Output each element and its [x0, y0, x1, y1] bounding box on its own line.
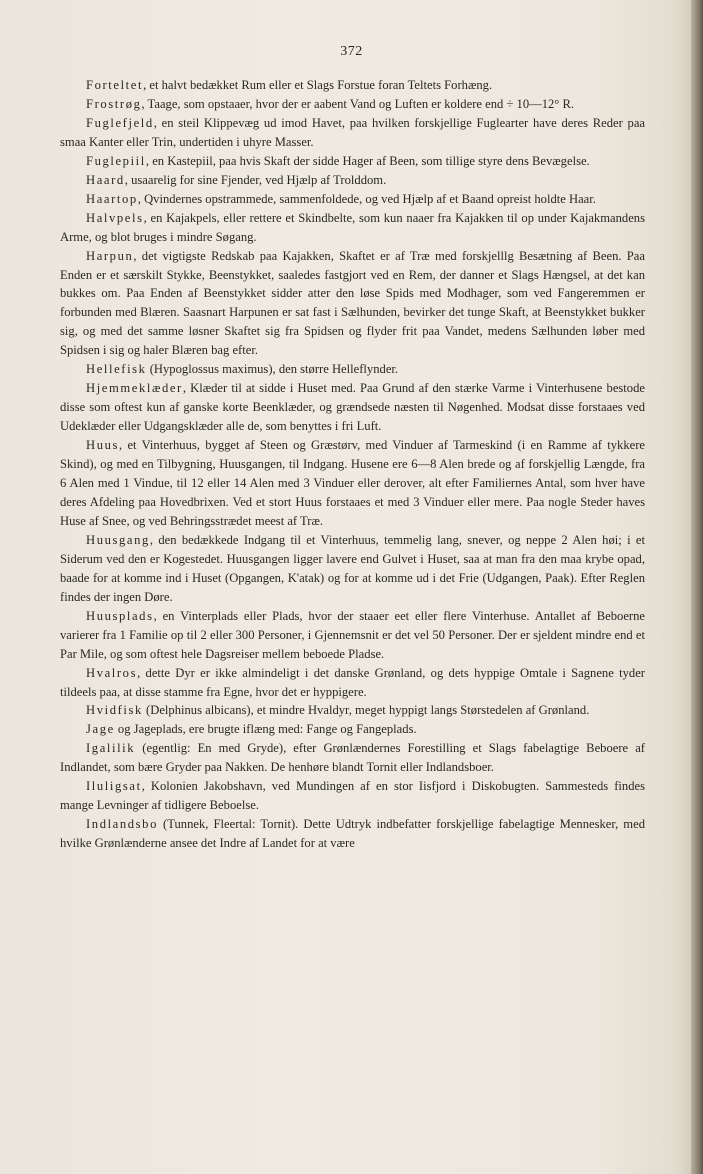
definition: , Taage, som opstaaer, hvor der er aabent Vand og Luften er koldere end ÷ 10—12° R.: [141, 96, 575, 111]
definition: , et halvt bedækket Rum eller et Slags Forstue foran Teltets Forhæng.: [143, 78, 493, 92]
glossary-entry: [60, 379, 645, 436]
definition: , Qvindernes opstrammede, sammenfoldede, og ved Hjælp af et Baand opreist holdte Haar.: [137, 191, 596, 206]
definition: , det vigtigste Redskab paa Kajakken, Skaftet er af Træ med forskjelllg Besætning af Been. Paa Enden er et særskilt Stykke, Beenstykket, saaledes fastgjort ved en Rem, der danner et Slags Hængsel, at det kan bukkes om. Paa Enden af Beenstykket sidder atter den løse Spids med Modhager, som ved Fangeremmen er forbunden med Blæren. Saasnart Harpunen er sat fast i Sælhunden, bevirker det tunge Skaft, at Beenstykket bukker sig, og med det samme løsner Skaftet sig fra Spidsen og flyder frit paa Vandet, medens Sælhunden løber med Spidsen i sig og haler Blæren bag efter.: [60, 248, 645, 358]
definition: , dette Dyr er ikke almindeligt i det danske Grønland, og dets hyppige Omtale i Sagnene tyder tildeels paa, at disse stamme fra Egne, hvor det er hyppigere.: [60, 665, 645, 699]
headword: Iluligsat: [86, 779, 142, 794]
definition: , en Vinterplads eller Plads, hvor der staaer eet eller flere Vinterhuse. Antallet af Beboerne varierer fra 1 Familie op til 2 eller 300 Personer, i Gjennemsnit er det vel 50 Personer. Der er sjeldent mindre end et Par Mile, og som oftest hele Dagsreiser mellem beboede Pladse.: [60, 608, 645, 661]
glossary-entry: [60, 701, 645, 720]
glossary-entry: [60, 171, 645, 190]
definition: , Kolonien Jakobshavn, ved Mundingen af en stor Iisfjord i Diskobugten. Sammesteds findes mange Levninger af tidligere Beboelse.: [60, 779, 645, 813]
headword: Huus: [86, 438, 119, 453]
glossary-entry: [60, 607, 645, 664]
headword: Forteltet: [86, 78, 144, 92]
headword: Indlandsbo: [86, 817, 158, 832]
glossary-entry: [60, 209, 645, 247]
headword: Jage: [86, 722, 115, 737]
definition: (Hypoglossus maximus), den større Helleflynder.: [146, 362, 399, 377]
headword: Harpun: [86, 248, 134, 263]
glossary-entry: [60, 152, 645, 171]
definition: , usaarelig for sine Fjender, ved Hjælp af Trolddom.: [124, 172, 387, 187]
glossary-entry: [60, 247, 645, 361]
definition: (Delphinus albicans), et mindre Hvaldyr, meget hyppigt langs Størstedelen af Grønland.: [142, 703, 590, 718]
headword: Igalilik: [86, 741, 136, 756]
headword: Huusplads: [86, 608, 154, 623]
glossary-entry: [60, 664, 645, 702]
glossary-entry: [60, 190, 645, 209]
glossary-entry: [60, 531, 645, 607]
definition: og Jageplads, ere brugte iflæng med: Fange og Fangeplads.: [114, 722, 417, 737]
glossary-entry: [60, 720, 645, 739]
definition: , en steil Klippevæg ud imod Havet, paa hvilken forskjellige Fuglearter have deres Reder paa smaa Kanter eller Trin, undertiden i uhyre Masser.: [60, 115, 645, 149]
glossary-entry: [60, 815, 645, 853]
headword: Fuglepiil: [86, 153, 146, 168]
glossary-entry: [60, 360, 645, 379]
glossary-entry: [60, 76, 645, 95]
headword: Hvidfisk: [86, 703, 143, 718]
definition: (egentlig: En med Gryde), efter Grønlændernes Forestilling et Slags fabelagtige Beboere af Indlandet, som bære Gryder paa Nakken. De henhøre blandt Tornit eller Indlandsboer.: [60, 741, 645, 775]
glossary-entry: [60, 739, 645, 777]
glossary-text: [60, 76, 645, 853]
headword: Fuglefjeld: [86, 115, 154, 130]
headword: Haartop: [86, 191, 138, 206]
glossary-entry: [60, 777, 645, 815]
page-edge: [691, 0, 703, 1174]
headword: Halvpels: [86, 210, 144, 225]
headword: Hjemmeklæder: [86, 381, 183, 396]
headword: Frostrøg: [86, 96, 142, 111]
headword: Haard: [86, 172, 125, 187]
definition: , en Kastepiil, paa hvis Skaft der sidde Hager af Been, som tillige styre dens Bevægelse.: [145, 153, 590, 168]
definition: , en Kajakpels, eller rettere et Skindbelte, som kun naaer fra Kajakken til op under Kajakmandens Arme, og blot bruges i mindre Søgang.: [60, 210, 645, 244]
page-number: 372: [340, 44, 363, 59]
glossary-entry: [60, 95, 645, 114]
glossary-entry: [60, 114, 645, 152]
definition: (Tunnek, Fleertal: Tornit). Dette Udtryk indbefatter forskjellige fabelagtige Mennesker, med hvilke Grønlænderne ansee det Indre af Landet for at være: [60, 817, 645, 851]
definition: , et Vinterhuus, bygget af Steen og Græstørv, med Vinduer af Tarmeskind (i en Ramme af tykkere Skind), og med en Tilbygning, Huusgangen, til Indgang. Husene ere 6—8 Alen brede og af forskjellig Længde, fra 6 Alen med 1 Vindue, til 12 eller 14 Alen med 3 Vinduer eller derover, alt efter Familiernes Antal, som hver have deres Afdeling paa Hovedbrixen. Ved et stort Huus forstaaes et med 3 Vinduer eller mere. Paa nogle Steder haves Huse af Snee, og ved Behringsstrædet meest af Træ.: [60, 438, 645, 528]
headword: Hvalros: [86, 665, 138, 680]
glossary-entry: [60, 436, 645, 531]
headword: Hellefisk: [86, 362, 147, 377]
definition: , Klæder til at sidde i Huset med. Paa Grund af den stærke Varme i Vinterhusene bestode disse som oftest kun af ganske korte Beenklæder, og grændsede næsten til Nøgenhed. Modsat disse forstaaes ved Udeklæder eller Udgangsklæder alle de, som benyttes i fri Luft.: [60, 381, 645, 434]
definition: , den bedækkede Indgang til et Vinterhuus, temmelig lang, snever, og neppe 2 Alen høi; i et Siderum ved den er Kogestedet. Huusgangen ligger lavere end Gulvet i Huset, saa at man fra den maa krybe opad, baade for at komme ind i Huset (Opgangen, K'atak) og for at komme ud i det Frie (Udgangen, Paak). Efter Reglen findes der ingen Døre.: [60, 532, 645, 604]
headword: Huusgang: [86, 532, 150, 547]
